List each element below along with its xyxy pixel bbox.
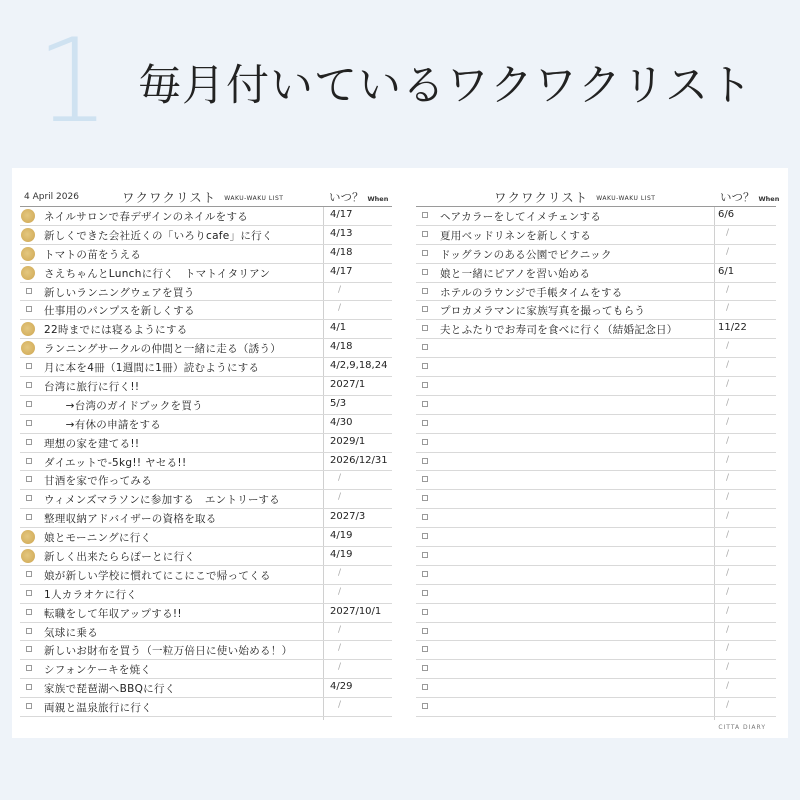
when-value: / [726, 549, 730, 560]
list-item [20, 604, 392, 623]
when-value: 4/17 [330, 265, 353, 277]
task-text: 月に本を4冊（1週間に1冊）読むようにする [44, 362, 260, 375]
when-sub-label: When [758, 195, 780, 203]
list-item [416, 320, 776, 339]
checkbox-icon[interactable] [422, 288, 428, 294]
checkbox-icon[interactable] [26, 288, 32, 294]
list-item [20, 660, 392, 679]
task-text: ホテルのラウンジで手帳タイムをする [440, 286, 623, 299]
list-item [20, 623, 392, 642]
checkbox-icon[interactable] [422, 363, 428, 369]
checkbox-icon[interactable] [26, 420, 32, 426]
when-value: 4/1 [330, 322, 347, 334]
list-item [416, 490, 776, 509]
when-sub-label: When [367, 195, 389, 203]
checkbox-icon[interactable] [422, 609, 428, 615]
task-text: 気球に乗る [44, 626, 98, 639]
when-value: / [726, 303, 730, 314]
task-text: 甘酒を家で作ってみる [44, 475, 152, 488]
list-item [20, 339, 392, 358]
when-value: / [338, 586, 342, 597]
task-text: 娘とモーニングに行く [44, 532, 152, 545]
checkbox-icon[interactable] [26, 703, 32, 709]
when-value: / [338, 700, 342, 711]
task-text: 仕事用のパンプスを新しくする [44, 305, 195, 318]
when-value: 4/13 [330, 227, 353, 239]
list-item [20, 490, 392, 509]
checkbox-icon[interactable] [422, 514, 428, 520]
checkbox-icon[interactable] [422, 306, 428, 312]
when-value: 5/3 [330, 397, 347, 409]
when-value: / [726, 435, 730, 446]
list-item [416, 698, 776, 717]
section-number: 1 [36, 14, 110, 149]
when-value: / [726, 530, 730, 541]
checkbox-icon[interactable] [422, 495, 428, 501]
when-value: / [726, 662, 730, 673]
when-value: / [338, 643, 342, 654]
checkbox-icon[interactable] [422, 533, 428, 539]
when-value: 2027/1 [330, 379, 366, 391]
when-label: いつ？ [720, 190, 755, 204]
list-item [416, 453, 776, 472]
checkbox-icon[interactable] [26, 306, 32, 312]
when-value: / [726, 681, 730, 692]
checkbox-icon[interactable] [422, 684, 428, 690]
task-text: 娘と一緒にピアノを習い始める [440, 267, 591, 280]
left-list [20, 207, 392, 717]
checkbox-icon[interactable] [26, 628, 32, 634]
when-value: / [726, 567, 730, 578]
list-title-text: ワクワクリスト [122, 190, 217, 205]
list-item [20, 547, 392, 566]
checkbox-icon[interactable] [422, 458, 428, 464]
list-item [20, 245, 392, 264]
list-item [20, 283, 392, 302]
when-label: いつ？ [329, 190, 364, 204]
list-item [20, 415, 392, 434]
when-value: / [338, 473, 342, 484]
task-text: 1人カラオケに行く [44, 588, 138, 601]
list-title-sub: WAKU-WAKU LIST [224, 195, 284, 202]
task-text: プロカメラマンに家族写真を撮ってもらう [440, 305, 646, 318]
when-value: / [726, 379, 730, 390]
when-value: / [726, 643, 730, 654]
when-value: 4/18 [330, 246, 353, 258]
task-text: シフォンケーキを焼く [44, 664, 152, 677]
page-date: 4 April 2026 [24, 192, 79, 202]
checkbox-icon[interactable] [422, 703, 428, 709]
list-item [20, 471, 392, 490]
list-item [416, 434, 776, 453]
list-item [20, 396, 392, 415]
list-item [416, 471, 776, 490]
when-value: / [338, 284, 342, 295]
checkbox-icon[interactable] [26, 514, 32, 520]
list-title-sub: WAKU-WAKU LIST [596, 195, 656, 202]
checkbox-icon[interactable] [26, 684, 32, 690]
checkbox-icon[interactable] [422, 552, 428, 558]
when-value: 2029/1 [330, 435, 366, 447]
checkbox-icon[interactable] [422, 250, 428, 256]
checkbox-icon[interactable] [422, 628, 428, 634]
done-circle-icon[interactable] [21, 322, 35, 336]
checkbox-icon[interactable] [422, 212, 428, 218]
task-text: 娘が新しい学校に慣れてにこにこで帰ってくる [44, 569, 271, 582]
list-item [20, 641, 392, 660]
list-item [20, 264, 392, 283]
when-value: / [726, 511, 730, 522]
when-value: 4/19 [330, 530, 353, 542]
task-text: ダイエットで-5kg!! ヤセる!! [44, 456, 187, 469]
brand-footer: CITTA DIARY [718, 724, 766, 731]
checkbox-icon[interactable] [26, 476, 32, 482]
when-value: / [726, 284, 730, 295]
checkbox-icon[interactable] [422, 646, 428, 652]
done-circle-icon[interactable] [21, 209, 35, 223]
checkbox-icon[interactable] [26, 609, 32, 615]
list-item [416, 641, 776, 660]
checkbox-icon[interactable] [422, 439, 428, 445]
list-item [416, 339, 776, 358]
when-value: / [726, 227, 730, 238]
list-item [416, 301, 776, 320]
task-text: →台湾のガイドブックを買う [44, 399, 203, 412]
list-item [416, 679, 776, 698]
checkbox-icon[interactable] [26, 382, 32, 388]
task-text: ヘアカラーをしてイメチェンする [440, 211, 602, 223]
list-item [416, 245, 776, 264]
list-item [416, 509, 776, 528]
checkbox-icon[interactable] [26, 665, 32, 671]
done-circle-icon[interactable] [21, 530, 35, 544]
when-value: / [726, 473, 730, 484]
list-item [416, 547, 776, 566]
task-text: トマトの苗をうえる [44, 248, 142, 261]
when-value: / [726, 360, 730, 371]
when-value: / [338, 492, 342, 503]
task-text: 整理収納アドバイザーの資格を取る [44, 513, 217, 526]
task-text: ドッグランのある公園でピクニック [440, 248, 612, 261]
checkbox-icon[interactable] [26, 401, 32, 407]
list-item [20, 453, 392, 472]
checkbox-icon[interactable] [26, 571, 32, 577]
when-value: / [338, 662, 342, 673]
when-value: 4/2,9,18,24 [330, 360, 388, 372]
task-text: →有休の申請をする [44, 418, 162, 431]
when-value: 6/1 [718, 265, 735, 277]
checkbox-icon[interactable] [422, 325, 428, 331]
checkbox-icon[interactable] [422, 665, 428, 671]
list-title [494, 188, 655, 206]
list-item [20, 207, 392, 226]
list-item [416, 623, 776, 642]
task-text: さえちゃんとLunchに行く トマトイタリアン [44, 267, 271, 280]
list-item [20, 509, 392, 528]
checkbox-icon[interactable] [422, 269, 428, 275]
checkbox-icon[interactable] [26, 458, 32, 464]
task-text: 新しいお財布を買う（一粒万倍日に使い始める！） [44, 645, 293, 658]
list-item [20, 377, 392, 396]
when-value: / [726, 624, 730, 635]
list-title [122, 188, 283, 206]
task-text: 22時までには寝るようにする [44, 324, 188, 337]
list-item [416, 396, 776, 415]
when-value: / [726, 492, 730, 503]
when-value: 2027/3 [330, 511, 366, 523]
checkbox-icon[interactable] [26, 646, 32, 652]
done-circle-icon[interactable] [21, 266, 35, 280]
checkbox-icon[interactable] [422, 420, 428, 426]
when-value: 4/19 [330, 549, 353, 561]
list-item [416, 283, 776, 302]
list-item [416, 415, 776, 434]
checkbox-icon[interactable] [26, 590, 32, 596]
when-value: 6/6 [718, 209, 735, 220]
list-item [20, 698, 392, 717]
list-item [20, 320, 392, 339]
left-diary-page [12, 168, 402, 738]
when-value: / [726, 586, 730, 597]
checkbox-icon[interactable] [422, 476, 428, 482]
list-item [20, 679, 392, 698]
when-column-header [720, 189, 779, 205]
list-item [416, 660, 776, 679]
when-value: / [726, 397, 730, 408]
right-list [416, 207, 776, 717]
list-item [416, 585, 776, 604]
task-text: 家族で琵琶湖へBBQに行く [44, 683, 176, 696]
task-text: 新しく出来たららぽーとに行く [44, 551, 196, 564]
list-item [20, 358, 392, 377]
when-value: 11/22 [718, 322, 747, 334]
task-text: 両親と温泉旅行に行く [44, 702, 152, 715]
list-item [20, 301, 392, 320]
task-text: 夏用ベッドリネンを新しくする [440, 229, 591, 242]
list-title-text: ワクワクリスト [494, 190, 589, 205]
list-item [416, 604, 776, 623]
task-text: ランニングサークルの仲間と一緒に走る（誘う） [44, 343, 282, 356]
checkbox-icon[interactable] [422, 590, 428, 596]
when-value: 2026/12/31 [330, 454, 388, 466]
when-value: / [338, 303, 342, 314]
page-headline: 毎月付いているワクワクリスト [138, 61, 754, 111]
task-text: 新しくできた会社近くの「いろりcafe」に行く [44, 229, 273, 242]
when-value: 4/30 [330, 416, 353, 428]
done-circle-icon[interactable] [21, 341, 35, 355]
checkbox-icon[interactable] [26, 495, 32, 501]
done-circle-icon[interactable] [21, 247, 35, 261]
list-item [20, 585, 392, 604]
task-text: 転職をして年収アップする!! [44, 607, 182, 620]
list-item [416, 226, 776, 245]
list-item [416, 528, 776, 547]
checkbox-icon[interactable] [422, 382, 428, 388]
task-text: 夫とふたりでお寿司を食べに行く（結婚記念日） [440, 324, 678, 337]
list-item [20, 226, 392, 245]
when-value: / [338, 567, 342, 578]
checkbox-icon[interactable] [422, 231, 428, 237]
done-circle-icon[interactable] [21, 549, 35, 563]
list-item [20, 566, 392, 585]
checkbox-icon[interactable] [422, 571, 428, 577]
when-value: 4/29 [330, 681, 353, 693]
task-text: 新しいランニングウェアを買う [44, 286, 195, 299]
list-item [416, 377, 776, 396]
list-item [416, 358, 776, 377]
when-value: / [338, 624, 342, 635]
list-item [416, 566, 776, 585]
list-item [416, 264, 776, 283]
task-text: ネイルサロンで春デザインのネイルをする [44, 211, 249, 223]
list-item [416, 207, 776, 226]
checkbox-icon[interactable] [26, 439, 32, 445]
when-value: 4/18 [330, 341, 353, 353]
right-diary-page [402, 168, 788, 738]
done-circle-icon[interactable] [21, 228, 35, 242]
list-item [20, 528, 392, 547]
checkbox-icon[interactable] [26, 363, 32, 369]
when-value: 4/17 [330, 209, 353, 220]
when-value: / [726, 605, 730, 616]
when-value: 2027/10/1 [330, 605, 382, 617]
checkbox-icon[interactable] [422, 401, 428, 407]
task-text: 台湾に旅行に行く!! [44, 381, 140, 394]
task-text: 理想の家を建てる!! [44, 437, 140, 450]
list-item [20, 434, 392, 453]
when-value: / [726, 700, 730, 711]
checkbox-icon[interactable] [422, 344, 428, 350]
when-value: / [726, 416, 730, 427]
when-value: / [726, 454, 730, 465]
task-text: ウィメンズマラソンに参加する エントリーする [44, 494, 280, 507]
when-column-header [329, 189, 388, 205]
when-value: / [726, 341, 730, 352]
when-value: / [726, 246, 730, 257]
